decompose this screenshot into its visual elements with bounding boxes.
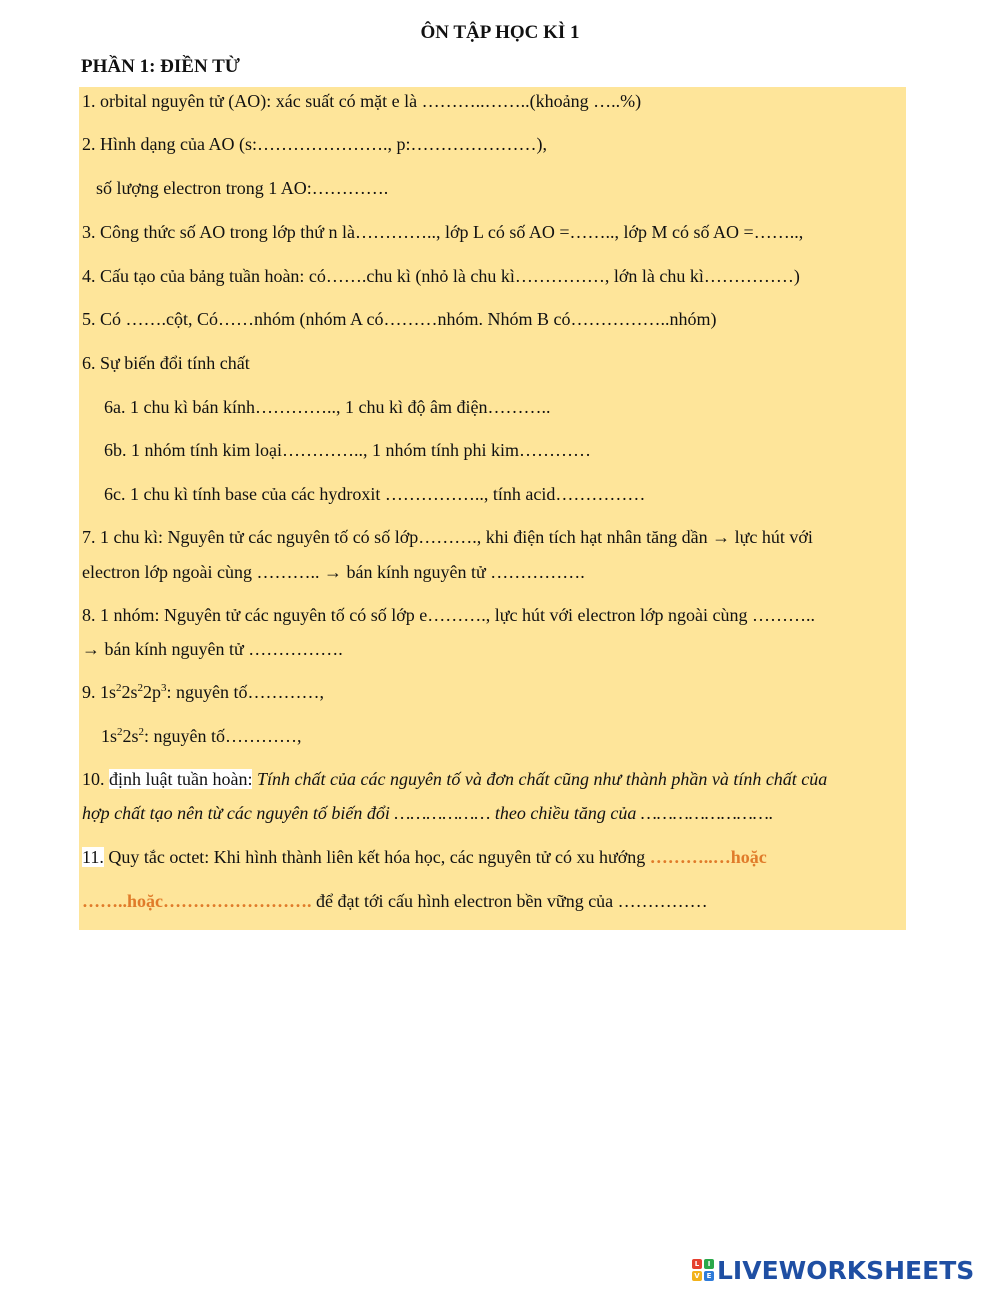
question-10-text: Tính chất của các nguyên tố và đơn chất cũng như thành phần và tính chất của (256, 769, 828, 789)
question-11-continuation (82, 890, 708, 912)
logo-text: LIVEWORKSHEETS (717, 1255, 975, 1285)
question-7: 7. 1 chu kì: Nguyên tử các nguyên tố có số lớp………., khi điện tích hạt nhân tăng dần → lực hút với (82, 527, 813, 547)
question-9: 9. $1s^22s^22p^3$: nguyên tố…………, (82, 682, 325, 702)
question-5: 5. Có …….cột, Có……nhóm (nhóm A có………nhóm. Nhóm B có……………..nhóm) (82, 309, 717, 329)
question-6a: 6a. 1 chu kì bán kính………….., 1 chu kì độ âm điện……….. (104, 397, 551, 417)
question-8-continuation: → bán kính nguyên tử ……………. (82, 639, 343, 659)
question-11-number: 11. (82, 847, 104, 867)
question-3: 3. Công thức số AO trong lớp thứ n là………….., lớp L có số AO =…….., lớp M có số AO =…….., (82, 222, 804, 242)
question-6c: 6c. 1 chu kì tính base của các hydroxit …………….., tính acid…………… (104, 484, 646, 504)
liveworksheets-logo (692, 1255, 974, 1285)
question-10-continuation: hợp chất tạo nên từ các nguyên tố biến đổi ……………… theo chiều tăng của ……………………. (82, 803, 774, 823)
logo-mark-icon (692, 1259, 714, 1281)
question-10 (82, 768, 827, 790)
question-10-number: 10. (82, 769, 105, 789)
question-2-continuation: số lượng electron trong 1 AO:…………. (96, 178, 389, 198)
question-11-text: Quy tắc octet: Khi hình thành liên kết hóa học, các nguyên tử có xu hướng (108, 847, 646, 867)
question-9b: $1s^22s^2$: nguyên tố…………, (101, 726, 302, 746)
question-11-answer-2: ……..hoặc……………………. (82, 891, 312, 911)
logo-mark-l: L (692, 1259, 702, 1269)
question-6b: 6b. 1 nhóm tính kim loại………….., 1 nhóm tính phi kim………… (104, 440, 592, 460)
page-title: ÔN TẬP HỌC KÌ 1 (420, 22, 580, 43)
logo-mark-i: I (704, 1259, 714, 1269)
question-1: 1. orbital nguyên tử (AO): xác suất có mặt e là ………..……..(khoảng …..%) (82, 91, 642, 111)
section-heading: PHẦN 1: ĐIỀN TỪ (81, 56, 240, 77)
question-4: 4. Cấu tạo của bảng tuần hoàn: có…….chu kì (nhỏ là chu kì……………, lớn là chu kì……………) (82, 266, 800, 286)
question-10-label: định luật tuần hoàn: (109, 769, 253, 789)
question-2: 2. Hình dạng của AO (s:…………………., p:…………………), (82, 134, 547, 154)
question-11-answer-1: ………..…hoặc (649, 847, 767, 867)
logo-mark-v: V (692, 1271, 702, 1281)
logo-mark-e: E (704, 1271, 714, 1281)
question-6: 6. Sự biến đổi tính chất (82, 353, 250, 373)
question-11 (82, 846, 767, 868)
question-7-continuation: electron lớp ngoài cùng ……….. → bán kính nguyên tử ……………. (82, 562, 585, 582)
question-8: 8. 1 nhóm: Nguyên tử các nguyên tố có số lớp e………., lực hút với electron lớp ngoài cùng ……….. (82, 605, 815, 625)
question-11-text-2: để đạt tới cấu hình electron bền vững của …………… (316, 891, 708, 911)
